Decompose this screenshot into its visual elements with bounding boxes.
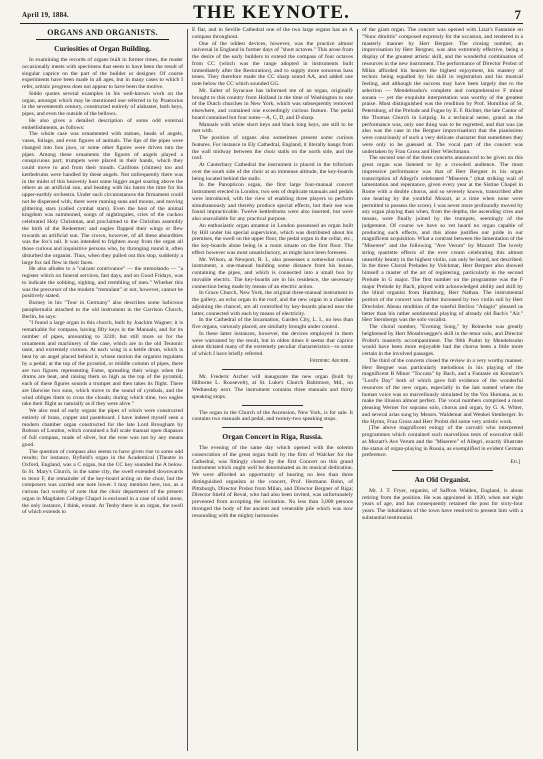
quoted-paragraph: The whole case was ornamented with statues, heads of angels, vases, foliage, and even figures of animals. The lips of the pipes were changed into lion jaws, or some other figures were driven into the pipes. Among these ornaments the figures of angels played a conspicuous part; trumpets were placed in their hands, which they could move to and from their mouth. Carillons (chimes) too and kettledrums were handled by these angels. Not unfrequently there was in the midst of this heavenly host some bigger angel soaring above the others as an artificial sun, and beating with his baton the time for his upper-earthly orchestra. Under such circumstances the firmament could not be dispensed with, there were running suns and moons, and moving glittering stars (called cymbal stars). Even the host of the animal kingdom was summoned, songs of nightingales, cries of the cuckoo celebrated Holy Christmas, and proclaimed to the Christian assembly the birth of the Redeemer; and eagles flapped their wings or flew towards an artificial sun. The crown, however, of all these absurdities was the fox's tail. It was intended to frighten away from the organ all those curious and inquisitive persons who, by thronging round it, often disturbed the organist. Thus, when they pulled out this stop, suddenly a large fox tail flew in their faces. [22, 131, 184, 266]
section-heading-underline [36, 39, 169, 40]
editor-signature: Ed.] [510, 459, 520, 465]
article-paragraph: One of the oddest devices, however, was the practice almost universal in England in former days of "short octaves." This arose from the desire of the early builders to extend the compass of four octaves from CC (which was the range adopted in instruments built immediately after the Restoration), and to supply more sonorous bass tones. They therefore made the CC sharp sound AA, and added one note below the CC which sounded GG. [191, 40, 353, 87]
article-paragraph: of the giant organ. The concert was opened with Liszt's Fantaisie on "Nunc dimittis" composed expressly for the occasion, and rendered in a masterly manner by Herr Bergner. The closing number, an improvisation by Herr Bergner, was also extremely effective, being a display of the greatest artistic skill, and the wonderful combination of resources in the new instrument. The performance of Director Probst of Milan afforded his hearers the highest enjoyment, his mastery of technic being equalled by his skill in registration and his musical feeling, and although the success may have been largely due to the selection — Mendelssohn's complete and comprehensive F minor sonata — yet the exquisite interpretation was worthy of the greatest praise. Most distinguished was the rendition by Prof. Homilius of St. Petersburg, of the Prelude and Fugue by E. F. Richter, the late Cantor of the Thomas Church in Leipzig. In a technical sense, grand as the performance was, only one thing was to be regretted, and that was (as also was the case in the Bergner improvisation) that the pianissimo were consciously of such a very delicate character that sometimes they were only to be guessed at. The vocal part of the concert was undertaken by Frau Gross and Herr Wiechmann. [361, 27, 523, 155]
article-heading: Organ Concert in Riga, Russia. [222, 432, 323, 441]
article-paragraph: Burney in his "Tour in Germany" also describes some ludicrous paraphernalia attached to the old instrument in the Garrison Church, Berlin, he says: [22, 300, 184, 320]
article-paragraph: Mr. J. T. Fryer, organist, of Saffron Walden, England, is about retiring from the position. He was appointed in 1820, when not eight years of age, and has consequently retained the post for sixty-four years. The inhabitants of the town have resolved to present him with a substantial testimonial. [361, 487, 523, 521]
column-3 [362, 27, 523, 751]
article-paragraph: At Canterbury Cathedral the instrument is placed in the triforium over the south side of the choir at an immense altitude, the key-boards being located behind the stalls. [191, 162, 353, 182]
issue-date: April 19, 1884. [22, 11, 69, 19]
article-paragraph: The evening of the same day which opened with the solemn consecration of the great organ built by the firm of Walcker for the Cathedral, was fittingly closed by the first Concert on this grand instrument which ought well be denominated as its musical dedication. We were afforded an opportunity of hearing no less than three distinguished organists at the concert, Prof. Hermann Bohn, of Pittsburgh, Director Probst from Milan, and Director Bergner of Riga; Director Stiehl of Reval, who had also been invited, was unfortunately prevented from accepting the invitation. No less than 3,000 persons thronged the body of the ancient and venerable pile which was now resounding with the mighty harmonies [191, 445, 353, 519]
article-paragraph: The position of organs also sometimes present some curious features. For instance in Ely Cathedral, England, it literally hangs from the wall midway between the choir stalls on the north side, and the roof. [191, 135, 353, 162]
article-paragraph: He also alludes to a "calcant contrivance" — the tremolando — "a register which on funeral services, fast days, and on Good Fridays, was to indicate the sobbing, sighing, and trembling of men." Whether this was the precursor of the modern "tremulant" or not, however, cannot be positively stated. [22, 266, 184, 300]
column-rule [357, 29, 358, 751]
masthead-rule [20, 23, 523, 24]
column-rule [187, 29, 188, 751]
article-paragraph: He also gives a detailed description of some odd external embellishments, as follows: [22, 117, 184, 131]
article-paragraph: The choral number, "Evening Song," by Reinecke was greatly heightened by Herr Mossbruegger's skill in the tenor solo, and Director Probst's masterly accompaniment. The 98th Psalm by Mendelssohn would have been more enjoyable had the chorus been a little more certain in the involved passages. [361, 324, 523, 357]
article-paragraph: The question of compass also seems to have given rise to some odd results; for instance, Byfield's organ in the Academical (Theatre in Oxford, England, was a C organ, but the CC key sounded the A below. In St. Mary's Church, in the same city, the swell extended downwards to tenor F, the remainder of the key-board acting on the choir, but the composers was carried one note lower. I may mention here, too, as a curious fact worthy of note that the choir department of the present organ in Magdalen College Chapel is enclosed in a case of solid stone, the only instance, I think, extant. At Tenby there is an organ, the swell of which extends to [22, 448, 184, 516]
article-paragraph: Mr. Wilson, at Newport, R. I., also possesses a somewhat curious instrument, a one-manual building some distance from his house, containing the pipes, and which is connected into a small box by movable electric. The key-boards are in his residence, the necessary connection being made by means of an electric action. [191, 256, 353, 290]
article-paragraph: The second one of the three concerts announced to be given on this great organ was listened to by a crowded audience. The most impressive performance was that of Herr Bergner in his organ transcription of Allegri's celebrated "Miserere," (that striking wail of lamentation and repentance, given every year at the Sistine Chapel in Rome with a double chorus, and so severely known, transcribed after one hearing by the youthful Mozart, at a time when none were permitted to possess the score). I was never more profoundly moved by any organ playing than when, from the depths, the ascending cries and moans, were finally joined by the trumpets, seemingly of the judgement. Of course we have so vet heard no organ capable of producing such effects, and this alone justifies our pride in our magnificent acquisition. What a contrast between the lamentation of the "Miserere" and the following "Ave Verum" by Mozart! The lovely string quartette effects of the ever cream celebrating this almost unearthly beauty in the highest violin, can only be heard, not described. In the three Choral Preludes by Volckmar, Herr Bergner also showed himself a master of the art of registering, particularly in the second Prelude in G major. The first number on the programme was the F major Prelude by Bach, played with acknowledged ability and skill by the blind organist from Hamburg, Herr Nathan. The instrumental portion of the concert was further increased by two violin soli by Herr Drechsler. Abeau rendition of the tuneful Berlioz "Adagio" pleased us better than his rather sentimental playing of already old Bach's "Air." Herr Sternbergs was the solo vocalist. [361, 155, 523, 324]
column-1 [22, 27, 183, 751]
article-paragraph: The third of the concerts closed the review in a very worthy manner. Herr Bergner was particularly melodious in his playing of the magnificent B Minor "Toccata" by Bach, and a Fantasie on Kreutzer's "Lord's Day" both of which gave full evidence of the wonderful resources of the new organ, especially in the last named where the human voice was so marvellously simulated by the Vox Humana, as to make the illusion almost perfect. The vocal numbers comprised a most pleasing Werner for soprano solo, chorus and organ, by G. A. Witter, and several arias sung by Messrs. Waldemar and Wenkel Stenberger. In the Hymn, Frau Gross and Herr Probst did some very artistic work. [361, 357, 523, 425]
divider [222, 427, 323, 428]
article-heading: An Old Organist. [414, 474, 471, 484]
article-paragraph: In these latter instances, however, the devices employed in them were warranted by the result, but in olden times it seems that caprice alone dictated many of the extremely peculiar characteristics—to some of which I have briefly referred. [191, 330, 353, 357]
page-number: 7 [514, 7, 521, 22]
divider [392, 470, 493, 471]
divider [242, 405, 303, 406]
section-heading: ORGANS AND ORGANISTS. [47, 28, 158, 37]
article-paragraph: E flat, and in Seville Cathedral one of the two large organs has an A compass throughout. [191, 27, 353, 40]
article-paragraph: Manuals with white short keys and black long keys, are still to be met with. [191, 121, 353, 135]
editor-note: [The above magnificent eulogy of the carvalri who interpreted programmes which contained such marvellous tests of executive skill as Mozart's Ave Verum and the "Miserere" of Allegri, exactly illustrate the status of organ-playing in Russia, as exemplified in evident German preference. [361, 425, 523, 459]
article-heading: Curiosities of Organ Building. [54, 44, 151, 53]
article-paragraph: In examining the records of organs built in former times, the reader occasionally meets with specimens that seem to have been the result of singular caprice on the part of the builder or designer. Of course experiments have been made in all ages, but in many cases to which I refer, artistic progress does not appear to have been the motive. [22, 57, 184, 90]
article-paragraph: In the Panopticon organ, the first large four-manual concert instrument erected in London, two sets of duplicate manuals and pedals were introduced, with the view of enabling three players to perform simultaneously and thereby produce special effects, but their use was found impracticable. Twelve kettledrums were also inserted, but were also unavailable for any practical purpose. [191, 182, 353, 222]
article-paragraph: In the Cathedral of the Incarnation, Garden City, L. I., no less than five organs, variously placed, are similarly brought under control. [191, 317, 353, 330]
divider [222, 369, 323, 370]
quoted-paragraph: "I found a large organ in this church, built by Joachim Wagner; it is remarkable for compass, having fifty keys in the Manuals, and for its number of pipes, amounting to 3220; but still more so for the ornaments and machinery of the case, which are in the old Teutonic taste, and extremely curious. At each wing is a kettle drum, which is beat by an angel placed behind it, whose motion the organist regulates by a pedal; at the top of the pyramid, or middle column of pipes, there are two figures representing Fame, spreading their wings when the drums are beat, and raising them so high as the top of the pyramid; each of these figures sounds a trumpet and then takes its flight. There are likewise two suns, which move to the sound of cymbals, and the wind obliges them to cross the clouds; during which time, two eagles take their flight as naturally as if they were alive." [22, 320, 184, 408]
columns [22, 27, 523, 751]
column-2 [192, 27, 353, 751]
article-paragraph: In Grace Church, New York, the original three-manual instrument in the gallery, an echo organ in the roof, and the new organ in a chamber adjoining the chancel, are all controlled by key-boards placed near the latter, connected with each by means of electricity. [191, 290, 353, 317]
notice-paragraph: The organ in the Church of the Ascension, New York, is for sale. It contains two manuals and pedal, and twenty-two speaking stops. [191, 409, 353, 423]
notice-paragraph: Mr. Frederic Archer will inaugurate the new organ (built by Hilborne L. Roosevelt), at St. Luke's Church Baltimore, Md., on Wednesday next. The instrument contains three manuals and thirty speaking stops. [191, 373, 353, 400]
article-paragraph: An enthusiastic organ amateur in London possessed an organ built by Hill under his special supervision, which was distributed about his premises, the swell on the upper floor, the pedal organ in the cellar, etc., the key-boards alone being in a room situate on the first floor. The effect however was most unsatisfactory, as might have been foreseen. [191, 222, 353, 256]
article-paragraph: Siddo quotes several examples in his well-known work on the organ, amongst which may be mentioned one referred to by Praetorius in the seventeenth century, constructed entirely of alabaster, both keys, pipes, and even the outside of the bellows. [22, 90, 184, 117]
author-signature: Frederic Archer. [309, 357, 350, 364]
masthead [20, 2, 523, 24]
article-paragraph: We also read of early organs the pipes of which were constructed entirely of brass, copper and pasteboard. I have indeed myself seen a modern chamber organ constructed for the late Lord Brougham by Robson of London, which contained a full scale manual open diapason of full compass, made of silver, but the tone was not by any means good. [22, 408, 184, 448]
article-paragraph: Mr. Salter of Syracuse has informed me of an organ, originally brought to this country from Holland in the time of Washington to one of the Dutch churches in New York, which was subsequently removed elsewhere, and contained one exceedingly curious feature. The pedal board contained but four notes—A, C, D, and D sharp. [191, 87, 353, 121]
publication-title: THE KEYNOTE. [193, 2, 350, 23]
